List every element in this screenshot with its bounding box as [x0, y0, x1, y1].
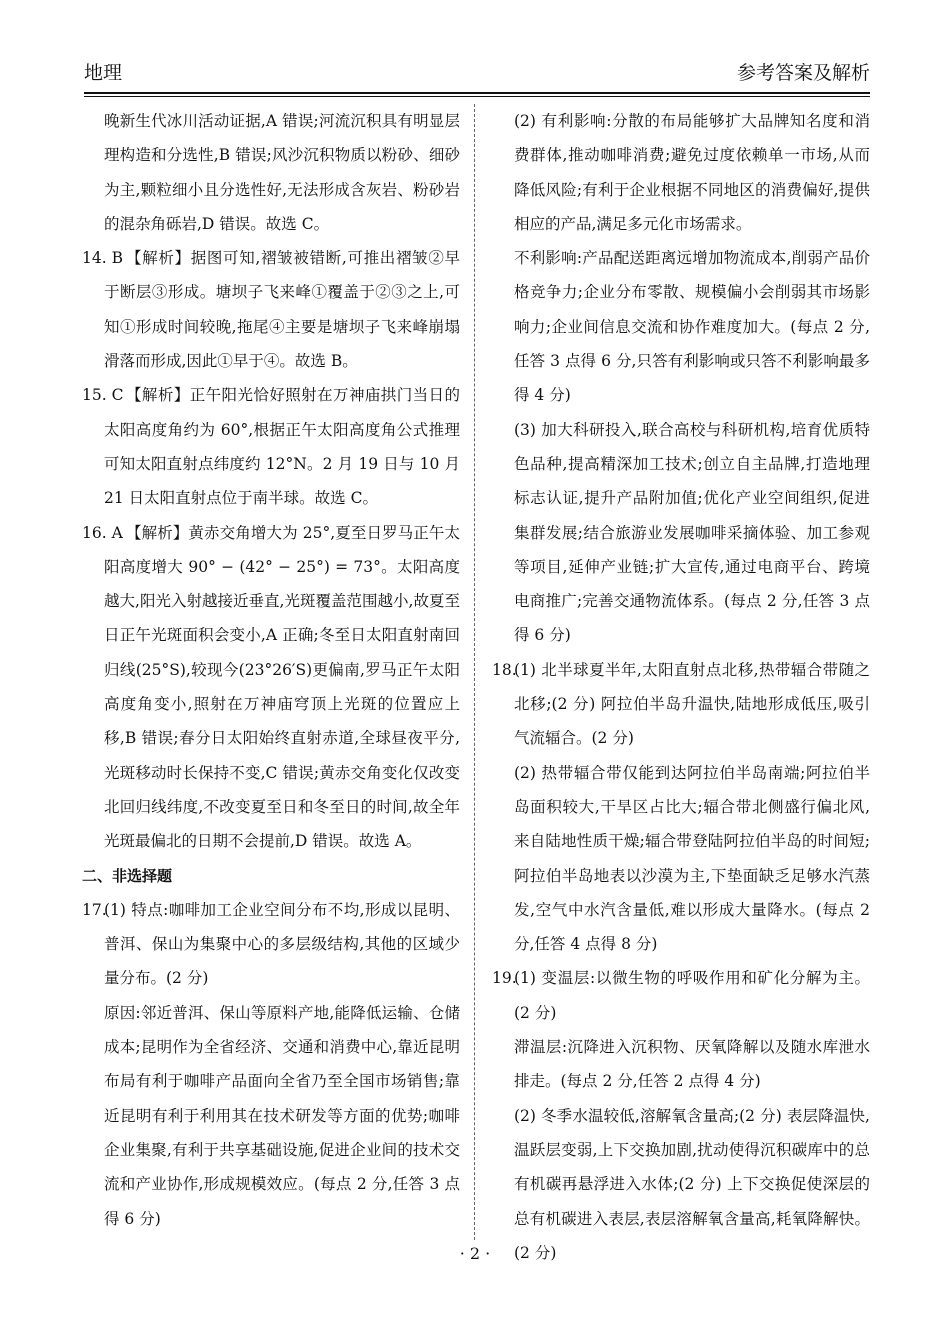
answer-17-part2-negative: 不利影响:产品配送距离远增加物流成本,削弱产品价格竞争力;企业分布零散、规模偏小会削弱其市场影响力;企业间信息交流和协作难度加大。(每点 2 分,任答 3 点得 6 分,只答有利影响或只答不利影响最多得 4 分) — [514, 249, 870, 405]
answer-18-part2: (2) 热带辐合带仅能到达阿拉伯半岛南端;阿拉伯半岛面积较大,干旱区占比大;辐合带北侧盛行偏北风,来自陆地性质干燥;辐合带登陆阿拉伯半岛的时间短;阿拉伯半岛地表以沙漠为主,下垫面缺乏足够水汽蒸发,空气中水汽含量低,难以形成大量降水。(每点 2 分,任答 4 点得 8 分) — [514, 763, 870, 954]
answer-number: 19. — [492, 969, 517, 988]
answer-16 — [82, 516, 460, 859]
answer-17 — [82, 893, 460, 1236]
page-header — [84, 58, 870, 90]
answer-15 — [82, 378, 460, 515]
answer-17-part1: (1) 特点:咖啡加工企业空间分布不均,形成以昆明、普洱、保山为集聚中心的多层级结构,其他的区域少量分布。(2 分) — [104, 900, 460, 988]
header-rule-thin — [84, 96, 870, 97]
column-divider — [474, 104, 475, 1240]
header-rule — [84, 92, 870, 94]
answer-19-part1: (1) 变温层:以微生物的呼吸作用和矿化分解为主。(2 分) — [514, 969, 870, 1022]
right-column — [492, 104, 870, 1270]
answer-17-reasons: 原因:邻近普洱、保山等原料产地,能降低运输、仓储成本;昆明作为全省经济、交通和消费中心,靠近昆明布局有利于咖啡产品面向全省乃至全国市场销售;靠近昆明有利于利用其在技术研发等方面的优势;咖啡企业集聚,有利于共享基础设施,促进企业间的技术交流和产业协作,形成规模效应。(每点 2 分,任答 3 点得 6 分) — [104, 1003, 460, 1228]
left-column — [82, 104, 460, 1236]
answer-text: 【解析】据图可知,褶皱被错断,可推出褶皱②早于断层③形成。塘坝子飞来峰①覆盖于②③之上,可知①形成时间较晚,拖尾④主要是塘坝子飞来峰崩塌滑落而形成,因此①早于④。故选 B。 — [104, 249, 460, 371]
answer-text: 【解析】黄赤交角增大为 25°,夏至日罗马正午太阳高度增大 90° − (42° − 25°) = 73°。太阳高度越大,阳光入射越接近垂直,光斑覆盖范围越小,故夏至日正午光斑面积会变小,A 正确;冬至日太阳直射南回归线(25°S),较现今(23°26′S)更偏南,罗马正午太阳高度角变小,照射在万神庙穹顶上光斑的位置应上移,B 错误;春分日太阳始终直射赤道,全球昼夜平分,光斑移动时长保持不变,C 错误;黄赤交角变化仅改变北回归线纬度,不改变夏至日和冬至日的时间,故全年光斑最偏北的日期不会提前,D 错误。故选 A。 — [104, 523, 460, 851]
answer-17-part3: (3) 加大科研投入,联合高校与科研机构,培育优质特色品种,提高精深加工技术;创立自主品牌,打造地理标志认证,提升产品附加值;优化产业空间组织,促进集群发展;结合旅游业发展咖啡采摘体验、加工参观等项目,延伸产业链;扩大宣传,通过电商平台、跨境电商推广;完善交通物流体系。(每点 2 分,任答 3 点得 6 分) — [514, 420, 870, 645]
answer-17-continued — [492, 104, 870, 653]
answer-number: 18. — [492, 660, 517, 679]
answer-19-part1b: 滞温层:沉降进入沉积物、厌氧降解以及随水库泄水排走。(每点 2 分,任答 2 点得 4 分) — [514, 1038, 870, 1091]
answer-number: 16. A — [82, 523, 123, 542]
answer-19 — [492, 961, 870, 1270]
subject-label: 地理 — [84, 62, 123, 84]
answer-18-part1: (1) 北半球夏半年,太阳直射点北移,热带辐合带随之北移;(2 分) 阿拉伯半岛升温快,陆地形成低压,吸引气流辐合。(2 分) — [514, 660, 870, 748]
header-title: 参考答案及解析 — [736, 62, 870, 84]
answer-text: 【解析】正午阳光恰好照射在万神庙拱门当日的太阳高度角约为 60°,根据正午太阳高度角公式推理可知太阳直射点纬度约 12°N。2 月 19 日与 10 月 21 日太阳直射点位于南半球。故选 C。 — [104, 386, 460, 508]
section-heading: 二、非选择题 — [82, 866, 173, 885]
answer-14 — [82, 241, 460, 378]
answer-19-part2: (2) 冬季水温较低,溶解氧含量高;(2 分) 表层降温快,温跃层变弱,上下交换加剧,扰动使得沉积碳库中的总有机碳再悬浮进入水体;(2 分) 上下交换促使深层的总有机碳进入表层,表层溶解氧含量高,耗氧降解快。(2 分) — [514, 1106, 870, 1262]
answer-number: 17. — [82, 900, 107, 919]
page-number: · 2 · — [459, 1244, 491, 1263]
answer-number: 14. B — [82, 249, 123, 268]
answer-13-continued: 晚新生代冰川活动证据,A 错误;河流沉积具有明显层理构造和分选性,B 错误;风沙沉积物质以粉砂、细砂为主,颗粒细小且分选性好,无法形成含灰岩、粉砂岩的混杂角砾岩,D 错误。故选 C。 — [104, 112, 460, 233]
answer-number: 15. C — [82, 386, 124, 405]
answer-17-part2: (2) 有利影响:分散的布局能够扩大品牌知名度和消费群体,推动咖啡消费;避免过度依赖单一市场,从而降低风险;有利于企业根据不同地区的消费偏好,提供相应的产品,满足多元化市场需求。 — [514, 112, 870, 233]
answer-18 — [492, 653, 870, 962]
